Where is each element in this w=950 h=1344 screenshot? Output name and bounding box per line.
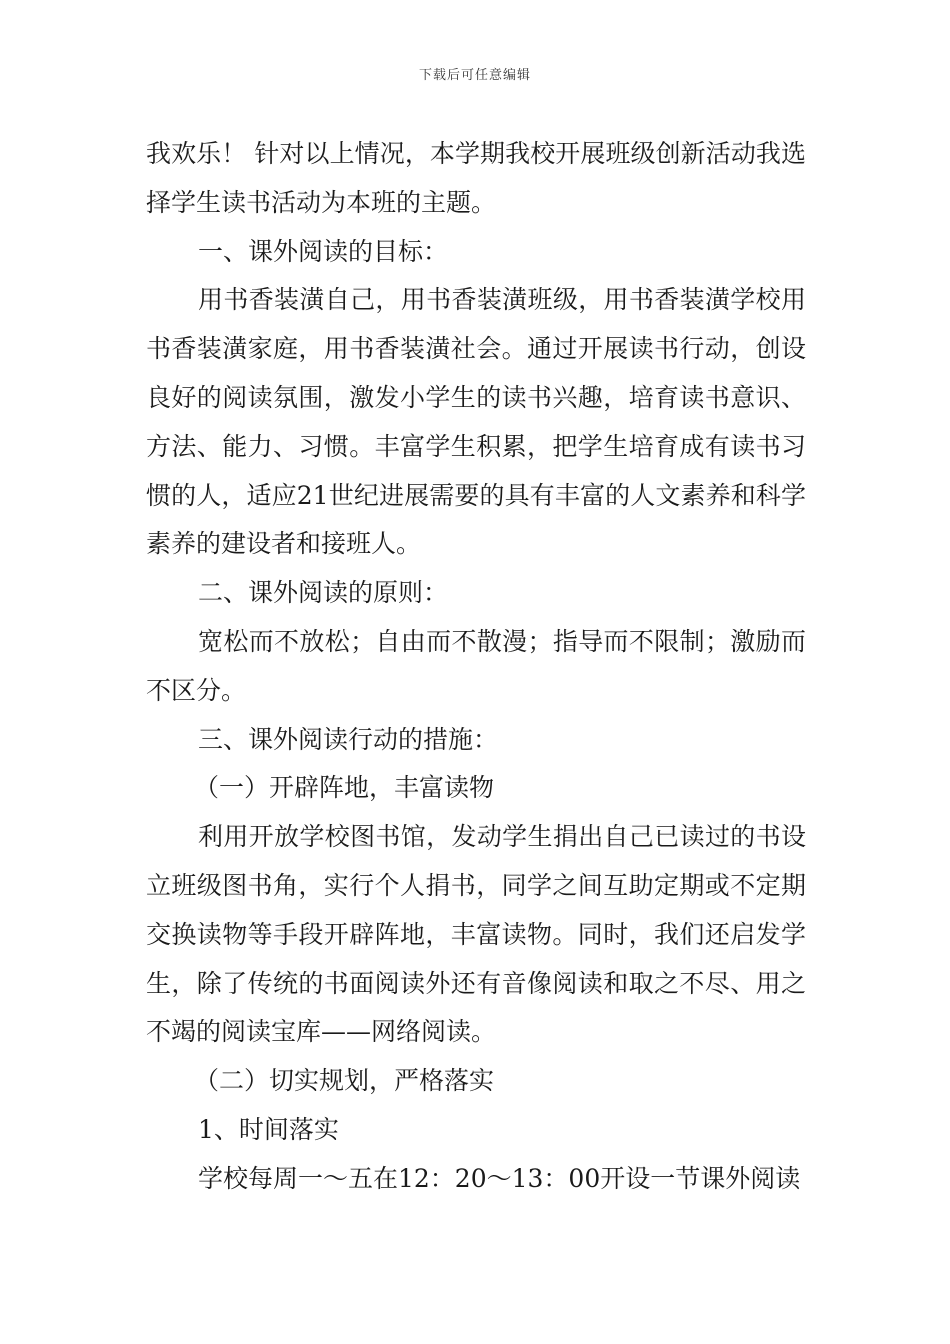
paragraph-time: 学校每周一～五在12：20～13：00开设一节课外阅读 <box>198 1163 801 1193</box>
paragraph-reading-goals: 用书香装潢自己，用书香装潢班级，用书香装潢学校用书香装潢家庭，用书香装潢社会。通过开展读书行动，创设良好的阅读氛围，激发小学生的读书兴趣，培育读书意识、方法、能力、习惯。丰富学生积累，把学生培育成有读书习惯的人，适应21世纪进展需要的具有丰富的人文素养和科学素养的建设者和接班人。 <box>146 285 806 559</box>
paragraph-open-resources: 利用开放学校图书馆，发动学生捐出自己已读过的书设立班级图书角，实行个人捐书，同学之间互助定期或不定期交换读物等手段开辟阵地，丰富读物。同时，我们还启发学生，除了传统的书面阅读外还有音像阅读和取之不尽、用之不竭的阅读宝库——网络阅读。 <box>146 822 806 1047</box>
document-body <box>146 130 806 1204</box>
subheading-time: 1、时间落实 <box>198 1114 339 1144</box>
subheading-open-resources: （一）开辟阵地，丰富读物 <box>194 773 495 803</box>
heading-reading-principles: 二、课外阅读的原则： <box>198 578 449 608</box>
page-header: 下载后可任意编辑 <box>418 68 531 83</box>
paragraph-intro-continuation: 我欢乐！ 针对以上情况，本学期我校开展班级创新活动我选择学生读书活动为本班的主题。 <box>146 139 806 217</box>
heading-reading-goals: 一、课外阅读的目标： <box>198 236 449 266</box>
heading-reading-measures: 三、课外阅读行动的措施： <box>198 724 499 754</box>
subheading-planning: （二）切实规划，严格落实 <box>194 1066 495 1096</box>
paragraph-reading-principles: 宽松而不放松；自由而不散漫；指导而不限制；激励而不区分。 <box>146 626 806 705</box>
